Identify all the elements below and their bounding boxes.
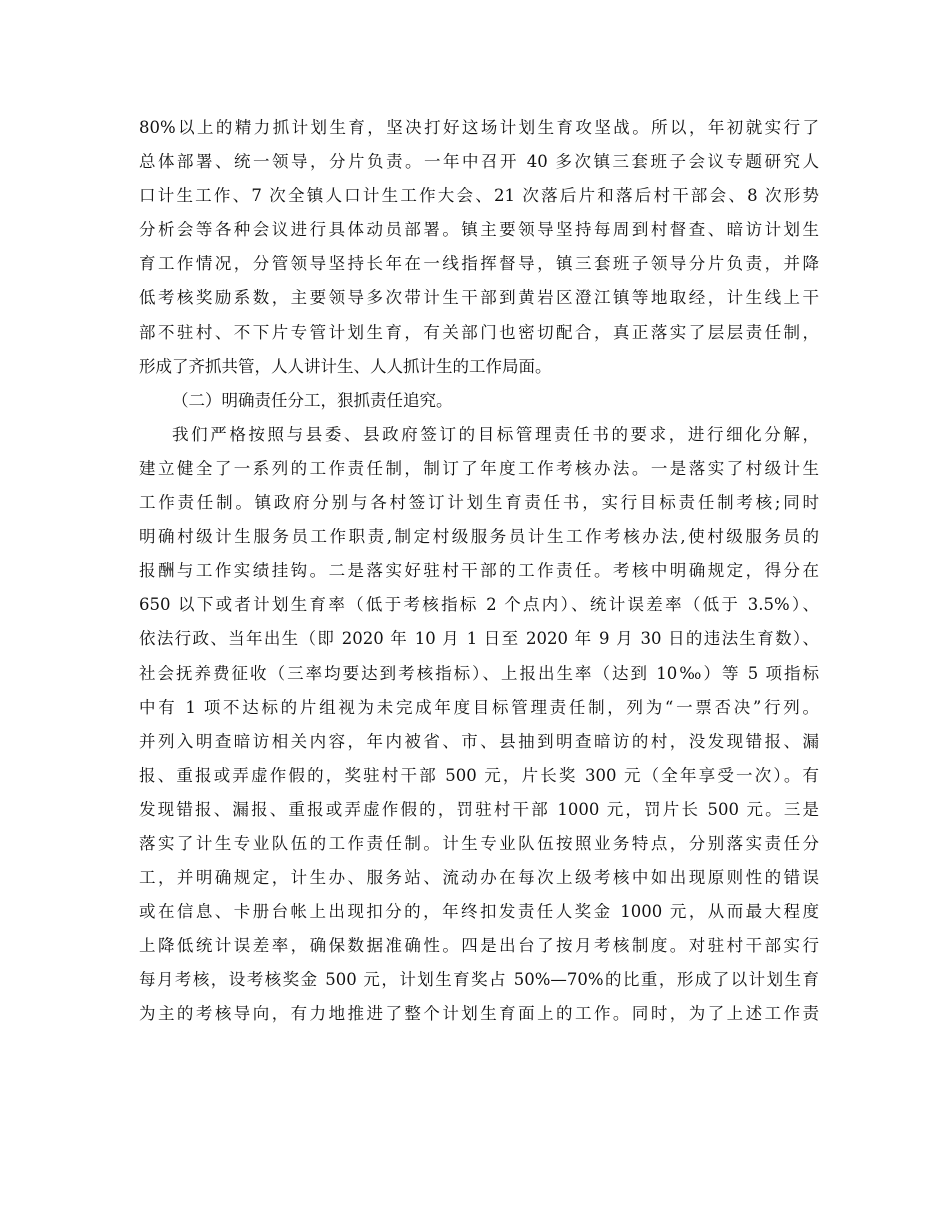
text-line-6: 低考核奖励系数，主要领导多次带计生干部到黄岩区澄江镇等地取经，计生线上干 <box>139 288 819 308</box>
section-heading: （二）明确责任分工，狠抓责任追究。 <box>172 390 453 410</box>
text-line-16: 依法行政、当年出生（即 2020 年 10 月 1 日至 2020 年 9 月 30 日的违法生育数）、 <box>139 629 819 649</box>
text-line-24: 或在信息、卡册台帐上出现扣分的，年终扣发责任人奖金 1000 元，从而最大程度 <box>139 902 819 922</box>
text-line-17: 社会抚养费征收（三率均要达到考核指标）、上报出生率（达到 10‰）等 5 项指标 <box>139 663 819 683</box>
text-line-23: 工，并明确规定，计生办、服务站、流动办在每次上级考核中如出现原则性的错误 <box>139 868 819 888</box>
text-line-4: 分析会等各种会议进行具体动员部署。镇主要领导坚持每周到村督查、暗访计划生 <box>139 220 819 240</box>
text-line-18: 中有 1 项不达标的片组视为未完成年度目标管理责任制，列为“一票否决”行列。 <box>139 697 819 717</box>
text-line-13: 明确村级计生服务员工作职责,制定村级服务员计生工作考核办法,使村级服务员的 <box>139 527 819 547</box>
text-line-22: 落实了计生专业队伍的工作责任制。计生专业队伍按照业务特点，分别落实责任分 <box>139 833 819 853</box>
text-line-5: 育工作情况，分管领导坚持长年在一线指挥督导，镇三套班子领导分片负责，并降 <box>139 254 819 274</box>
body-text <box>139 111 819 1032</box>
text-line-7: 部不驻村、不下片专管计划生育，有关部门也密切配合，真正落实了层层责任制， <box>139 322 819 342</box>
text-line-2: 总体部署、统一领导，分片负责。一年中召开 40 多次镇三套班子会议专题研究人 <box>139 152 819 172</box>
text-line-12: 工作责任制。镇政府分别与各村签订计划生育责任书，实行目标责任制考核;同时 <box>139 493 819 513</box>
text-line-8: 形成了齐抓共管，人人讲计生、人人抓计生的工作局面。 <box>139 356 552 376</box>
text-line-21: 发现错报、漏报、重报或弄虚作假的，罚驻村干部 1000 元，罚片长 500 元。三是 <box>139 799 819 819</box>
text-line-20: 报、重报或弄虚作假的，奖驻村干部 500 元，片长奖 300 元（全年享受一次）。有 <box>139 765 819 785</box>
text-line-15: 650 以下或者计划生育率（低于考核指标 2 个点内）、统计误差率（低于 3.5%）、 <box>139 595 819 615</box>
text-line-1: 80%以上的精力抓计划生育，坚决打好这场计划生育攻坚战。所以，年初就实行了 <box>139 118 819 137</box>
text-line-26: 每月考核，设考核奖金 500 元，计划生育奖占 50%—70%的比重，形成了以计划生育 <box>139 970 819 990</box>
text-line-10: 我们严格按照与县委、县政府签订的目标管理责任书的要求，进行细化分解， <box>172 424 819 444</box>
text-line-11: 建立健全了一系列的工作责任制，制订了年度工作考核办法。一是落实了村级计生 <box>139 458 819 478</box>
text-line-3: 口计生工作、7 次全镇人口计生工作大会、21 次落后片和落后村干部会、8 次形势 <box>139 186 819 206</box>
text-line-19: 并列入明查暗访相关内容，年内被省、市、县抽到明查暗访的村，没发现错报、漏 <box>139 731 819 751</box>
text-line-25: 上降低统计误差率，确保数据准确性。四是出台了按月考核制度。对驻村干部实行 <box>139 936 819 956</box>
text-line-27: 为主的考核导向，有力地推进了整个计划生育面上的工作。同时，为了上述工作责 <box>139 1004 819 1024</box>
text-line-14: 报酬与工作实绩挂钩。二是落实好驻村干部的工作责任。考核中明确规定，得分在 <box>139 561 819 581</box>
